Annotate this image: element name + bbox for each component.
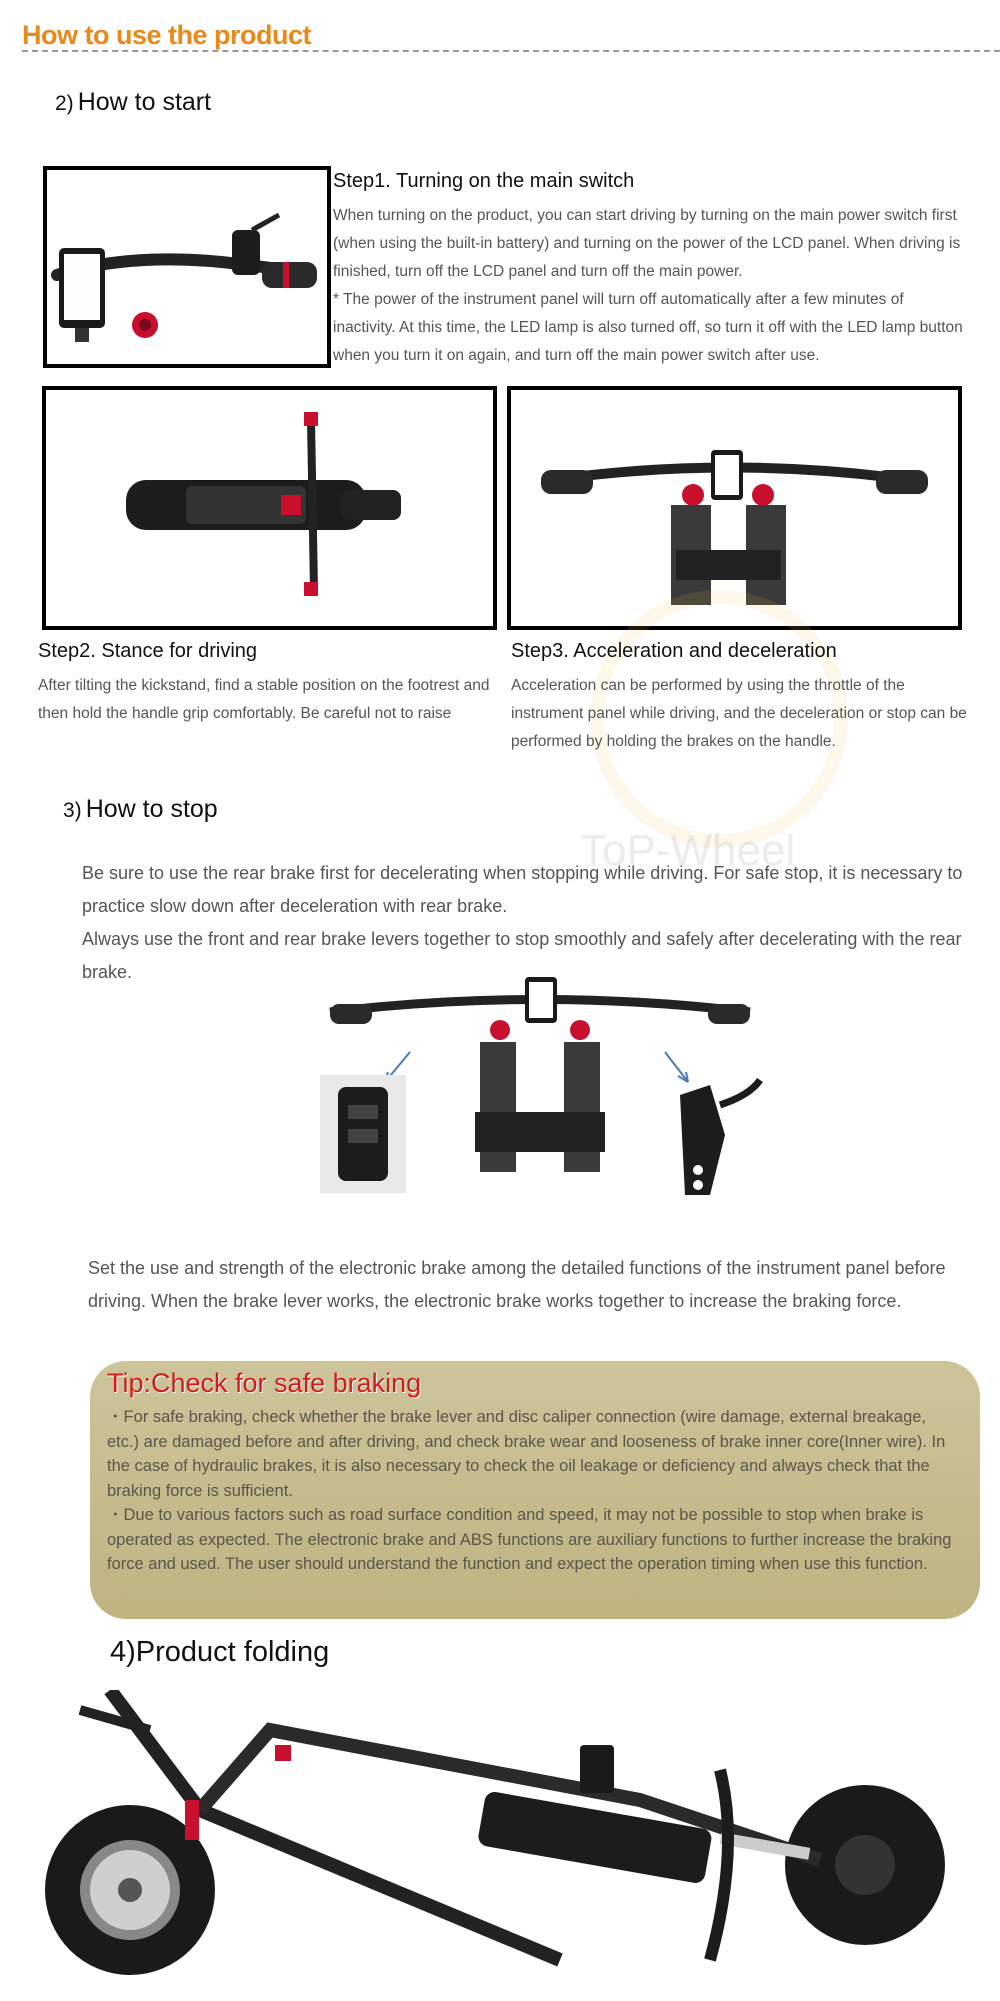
section-how-to-stop: 3) How to stop bbox=[63, 795, 218, 823]
tip-body bbox=[107, 1405, 957, 1577]
title-underline bbox=[22, 50, 1000, 52]
section-how-to-start: 2) How to start bbox=[55, 88, 212, 116]
stop-paragraph-2: Always use the front and rear brake levers together to stop smoothly and safely after decelerating with the rear brake. bbox=[82, 929, 962, 982]
watermark-text: ToP-Wheel bbox=[580, 826, 796, 875]
tip-bullet-1: ・For safe braking, check whether the brake lever and disc caliper connection (wire damage, external breakage, etc.) are damaged before and after driving, and check brake wear and looseness of brake inner core(Inner wire). In the case of hydraulic brakes, it is also necessary to check the oil leakage or deficiency and always check that the braking force is sufficient. bbox=[107, 1408, 946, 1500]
step3-title: Step3. Acceleration and deceleration bbox=[511, 640, 837, 662]
step1-note: * The power of the instrument panel will turn off automatically after a few minutes of inactivity. At this time, the LED lamp is also turned off, so turn it off with the LED lamp button when you turn it on again, and turn off the main power switch after use. bbox=[333, 291, 963, 364]
step1-title: Step1. Turning on the main switch bbox=[333, 170, 635, 192]
step1-text: When turning on the product, you can start driving by turning on the main power switch first (when using the built-in battery) and turning on the power of the LCD panel. When driving is finished, turn off the LCD panel and turn off the main power. * The power of the instrument panel will turn off automatically after a few minutes of inactivity. At this time, the LED lamp is also turned off, so turn it off with the LED lamp button when you turn it on again, and turn off the main power switch after use. bbox=[333, 207, 963, 364]
section-product-folding: 4)Product folding bbox=[110, 1636, 330, 1668]
tip-title: Tip:Check for safe braking bbox=[107, 1368, 422, 1398]
stop-paragraph-3: Set the use and strength of the electronic brake among the detailed functions of the instrument panel before driving. When the brake lever works, the electronic brake works together to increase the braking force. bbox=[88, 1258, 946, 1311]
step2-text: After tilting the kickstand, find a stable position on the footrest and then hold the handle grip comfortably. Be careful not to raise bbox=[38, 677, 490, 722]
stop-paragraph-1: Be sure to use the rear brake first for decelerating when stopping while driving. For safe stop, it is necessary to practice slow down after deceleration with rear brake. bbox=[82, 863, 963, 916]
step2-image bbox=[42, 386, 497, 630]
page-title: How to use the product bbox=[22, 20, 311, 50]
folded-scooter-image bbox=[20, 1690, 980, 1990]
tip-bullet-2: ・Due to various factors such as road surface condition and speed, it may not be possible to stop when brake is operated as expected. The electronic brake and ABS functions are auxiliary functions to further increase the braking force and used. The user should understand the function and expect the operation timing when use this function. bbox=[107, 1506, 952, 1573]
step3-text: Acceleration can be performed by using the throttle of the instrument panel while driving, and the deceleration or stop can be performed by holding the brakes on the handle. bbox=[511, 677, 967, 750]
brake-switch-closeup bbox=[320, 1075, 406, 1193]
step2-title: Step2. Stance for driving bbox=[38, 640, 258, 662]
step1-image bbox=[43, 166, 331, 368]
brake-lever-closeup bbox=[670, 1075, 765, 1200]
